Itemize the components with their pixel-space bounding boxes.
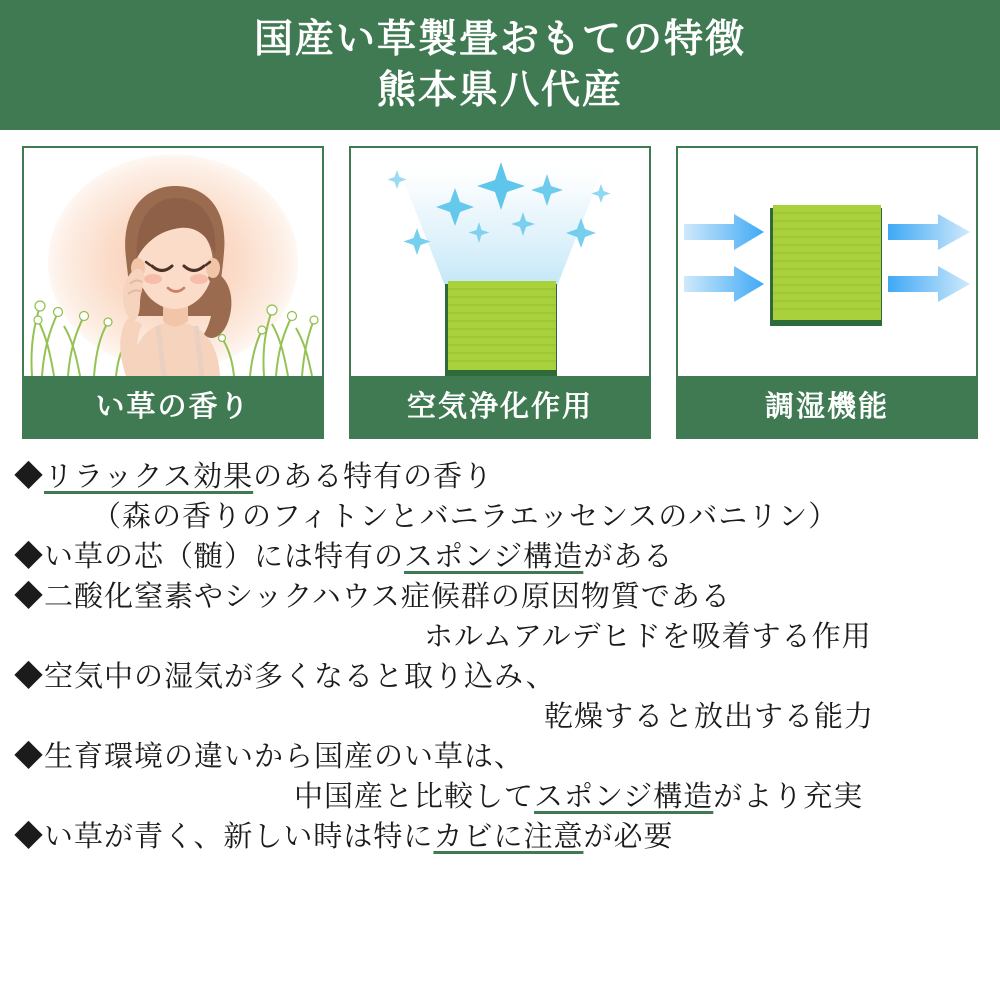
page-title-line2: 熊本県八代産: [376, 69, 623, 112]
feature-card-air-purification: [349, 146, 651, 439]
bullet-text: （森の香りのフィトンとバニラエッセンスのバニリン）: [92, 501, 839, 534]
page-title-line1: 国産い草製畳おもての特徴: [253, 17, 746, 61]
bullet-text: がある: [583, 541, 674, 574]
bullet-marker: ◆: [14, 581, 45, 614]
bullet-line-9: [14, 777, 986, 817]
bullet-text: がより充実: [713, 781, 864, 814]
bullet-line-1: [14, 457, 986, 497]
bullet-text: のある特有の香り: [253, 461, 494, 493]
bullet-text: い草が青く、新しい時は特に: [44, 821, 434, 854]
feature-description-list: [0, 439, 1000, 857]
bullet-marker: ◆: [14, 461, 45, 493]
bullet-text: 空気中の湿気が多くなると取り込み、: [44, 661, 556, 694]
bullet-text: 乾燥すると放出する能力: [544, 701, 875, 734]
bullet-line-6: [14, 657, 986, 697]
bullet-marker: ◆: [14, 741, 45, 774]
card-caption-scent: い草の香り: [24, 376, 322, 437]
bullet-text: が必要: [583, 821, 674, 854]
bullet-line-5: [14, 617, 986, 657]
bullet-line-2: [14, 497, 986, 537]
bullet-line-7: [14, 697, 986, 737]
bullet-line-8: [14, 737, 986, 777]
card-caption-humidity: 調湿機能: [678, 376, 976, 437]
bullet-text: い草の芯（髄）には特有の: [44, 541, 405, 574]
bullet-marker: ◆: [14, 821, 45, 854]
bullet-underline-text: スポンジ構造: [534, 781, 714, 814]
bullet-text: 二酸化窒素やシックハウス症候群の原因物質である: [44, 581, 731, 614]
bullet-line-10: [14, 817, 986, 857]
page-header: [0, 0, 1000, 130]
arrows-mat-illustration: [678, 148, 976, 376]
sparkle-mat-illustration: [351, 148, 649, 376]
bullet-text: 生育環境の違いから国産のい草は、: [44, 741, 525, 774]
scent-figure: [24, 148, 322, 376]
card-caption-air-purification: 空気浄化作用: [351, 376, 649, 437]
feature-card-scent: [22, 146, 324, 439]
feature-card-list: [0, 130, 1000, 439]
bullet-line-3: [14, 537, 986, 577]
woman-illustration: [68, 166, 278, 376]
air-purification-figure: [351, 148, 649, 376]
bullet-marker: ◆: [14, 541, 45, 574]
feature-card-humidity: [676, 146, 978, 439]
bullet-text: ホルムアルデヒドを吸着する作用: [424, 621, 872, 654]
humidity-figure: [678, 148, 976, 376]
bullet-underline-text: カビに注意: [433, 821, 584, 854]
bullet-underline-text: スポンジ構造: [404, 541, 584, 574]
bullet-text: 中国産と比較して: [294, 781, 535, 814]
bullet-underline-text: リラックス効果: [44, 461, 254, 493]
bullet-line-4: [14, 577, 986, 617]
bullet-marker: ◆: [14, 661, 45, 694]
